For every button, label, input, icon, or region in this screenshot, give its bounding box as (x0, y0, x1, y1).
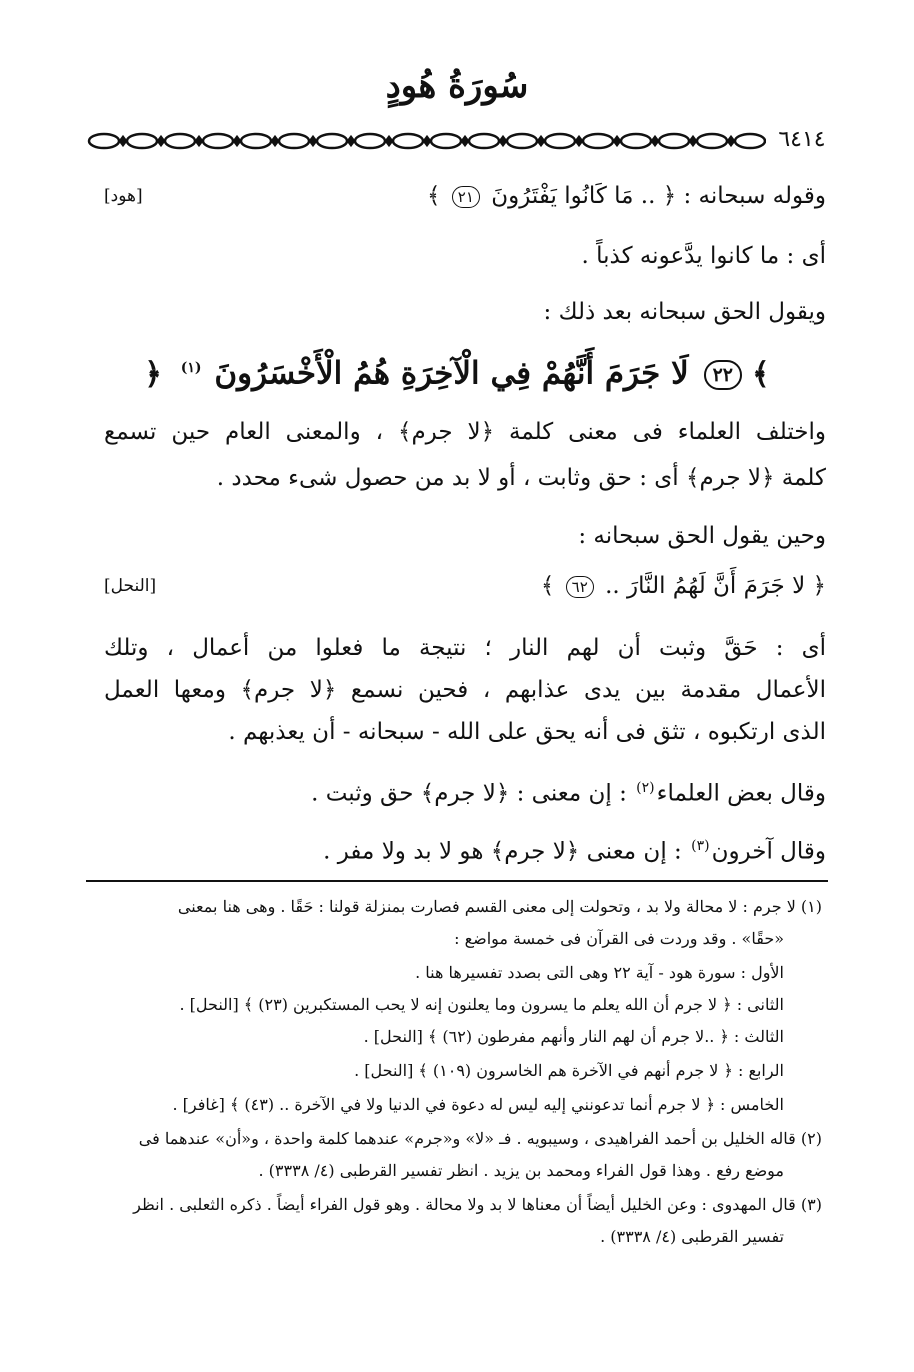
border-link (469, 134, 499, 148)
border-link (697, 134, 727, 148)
surah-reference: [هود] (104, 186, 143, 206)
border-link (583, 134, 613, 148)
border-link (127, 134, 157, 148)
text-span: ﴿ لا جَرَمَ أَنَّ لَهُمُ النَّارَ .. (597, 573, 826, 599)
border-link (393, 134, 423, 148)
border-link (621, 134, 651, 148)
border-diamond (158, 137, 164, 145)
border-link (355, 134, 385, 148)
text-span: وقوله سبحانه : ﴿ .. مَا كَانُوا يَفْتَرُونَ (483, 183, 826, 209)
footnote-line: (١) لا جرم : لا محالة ولا بد ، وتحولت إلى معنى القسم فصارت بمنزلة قولنا : حَقًا . وهى هنا بمعنى (177, 897, 822, 916)
ayah-number: ٦٢ (566, 576, 594, 598)
border-diamond (690, 137, 696, 145)
border-diamond (196, 137, 202, 145)
text-span: ﴾ (540, 573, 562, 599)
paragraph-line: أى : حَقَّ وثبت أن لهم النار ؛ نتيجة ما فعلوا من أعمال ، وتلك (104, 635, 826, 661)
paragraph-line: الذى ارتكبوه ، تثق فى أنه يحق على الله - سبحانه - أن يعذبهم . (228, 719, 826, 745)
footnote-line: تفسير القرطبى (٤/ ٣٣٣٨) . (600, 1227, 784, 1246)
text-span: : إن معنى : ﴿لا جرم﴾ حق وثبت . (311, 780, 635, 807)
text-span: وقال آخرون (711, 838, 826, 865)
paragraph-line (104, 826, 826, 872)
border-link (241, 134, 271, 148)
page-number: ٦٤١٤ (766, 124, 838, 156)
border-link (659, 134, 689, 148)
border-diamond (272, 137, 278, 145)
footnote-line: (٣) قال المهدوى : وعن الخليل أيضاً أن معناها لا بد ولا محالة . وهو قول الفراء أيضاً . ذكره الثعلبى . انظر (133, 1195, 822, 1214)
text-span: : إن معنى ﴿لا جرم﴾ هو لا بد ولا مفر . (323, 838, 690, 865)
text-span: ﴾ (426, 183, 448, 209)
paragraph-line: أى : ما كانوا يدَّعونه كذباً . (581, 243, 826, 269)
border-link (165, 134, 195, 148)
paragraph-line: ويقول الحق سبحانه بعد ذلك : (543, 299, 826, 325)
footnote-line: «حقًا» . وقد وردت فى القرآن فى خمسة مواضع : (454, 929, 784, 948)
border-diamond (462, 137, 468, 145)
paragraph-line (104, 176, 826, 216)
verse-ornament-right: ﴾ (752, 356, 770, 392)
paragraph-line (104, 768, 826, 814)
surah-title: سُورَةُ هُودٍ (385, 66, 529, 106)
border-link (317, 134, 347, 148)
ayah-number: ٢١ (452, 186, 480, 208)
featured-verse (0, 336, 914, 407)
border-link (545, 134, 575, 148)
border-link (203, 134, 233, 148)
footnote-marker: (٢) (636, 780, 655, 796)
paragraph-line: كلمة ﴿لا جرم﴾ أى : حق وثابت ، أو لا بد من حصول شىء محدد . (216, 465, 826, 491)
border-diamond (120, 137, 126, 145)
surah-reference: [النحل] (104, 576, 157, 596)
text-span: وقال بعض العلماء (656, 780, 826, 807)
border-link (89, 134, 119, 148)
border-diamond (538, 137, 544, 145)
paragraph-line: الأعمال مقدمة بين يدى عذابهم ، فحين نسمع ﴿لا جرم﴾ ومعها العمل (104, 677, 826, 703)
footnote-line: موضع رفع . وهذا قول الفراء ومحمد بن يزيد . انظر تفسير القرطبى (٤/ ٣٣٣٨) . (258, 1161, 784, 1180)
border-diamond (424, 137, 430, 145)
verse-ornament-left: ﴿ (144, 356, 162, 392)
verse-text: لَا جَرَمَ أَنَّهُمْ فِي الْآخِرَةِ هُمُ الْأَخْسَرُونَ (214, 355, 689, 392)
border-link (431, 134, 461, 148)
footnote-line: الرابع : ﴿ لا جرم أنهم في الآخرة هم الخاسرون (١٠٩) ﴾ [النحل] . (354, 1061, 784, 1080)
paragraph-line: واختلف العلماء فى معنى كلمة ﴿لا جرم﴾ ، والمعنى العام حين تسمع (104, 419, 826, 445)
border-link (735, 134, 765, 148)
border-diamond (348, 137, 354, 145)
border-link (507, 134, 537, 148)
paragraph-line (104, 566, 826, 606)
border-diamond (614, 137, 620, 145)
footnote-line: الثانى : ﴿ لا جرم أن الله يعلم ما يسرون وما يعلنون إنه لا يحب المستكبرين (٢٣) ﴾ [النحل] . (179, 995, 784, 1014)
border-diamond (576, 137, 582, 145)
footnote-line: الثالث : ﴿ ..لا جرم أن لهم النار وأنهم مفرطون (٦٢) ﴾ [النحل] . (363, 1027, 784, 1046)
ayah-number: ٢٢ (704, 360, 742, 390)
border-diamond (310, 137, 316, 145)
border-diamond (728, 137, 734, 145)
paragraph-line: وحين يقول الحق سبحانه : (578, 523, 826, 549)
border-diamond (386, 137, 392, 145)
footnote-marker: (٣) (691, 838, 710, 854)
footnote-separator (86, 880, 828, 882)
footnote-line: الأول : سورة هود - آية ٢٢ وهى التى بصدد تفسيرها هنا . (415, 963, 784, 982)
border-diamond (234, 137, 240, 145)
footnote-line: الخامس : ﴿ لا جرم أنما تدعونني إليه ليس له دعوة في الدنيا ولا في الآخرة .. (٤٣) ﴾ [غافر] . (172, 1095, 784, 1114)
border-link (279, 134, 309, 148)
decorative-border (86, 126, 828, 156)
footnote-marker: (١) (180, 360, 202, 376)
border-diamond (500, 137, 506, 145)
border-diamond (652, 137, 658, 145)
footnote-line: (٢) قاله الخليل بن أحمد الفراهيدى ، وسيبويه . فـ «لا» و«جرم» عندهما كلمة واحدة ، و«أن» عندهما فى (138, 1129, 822, 1148)
